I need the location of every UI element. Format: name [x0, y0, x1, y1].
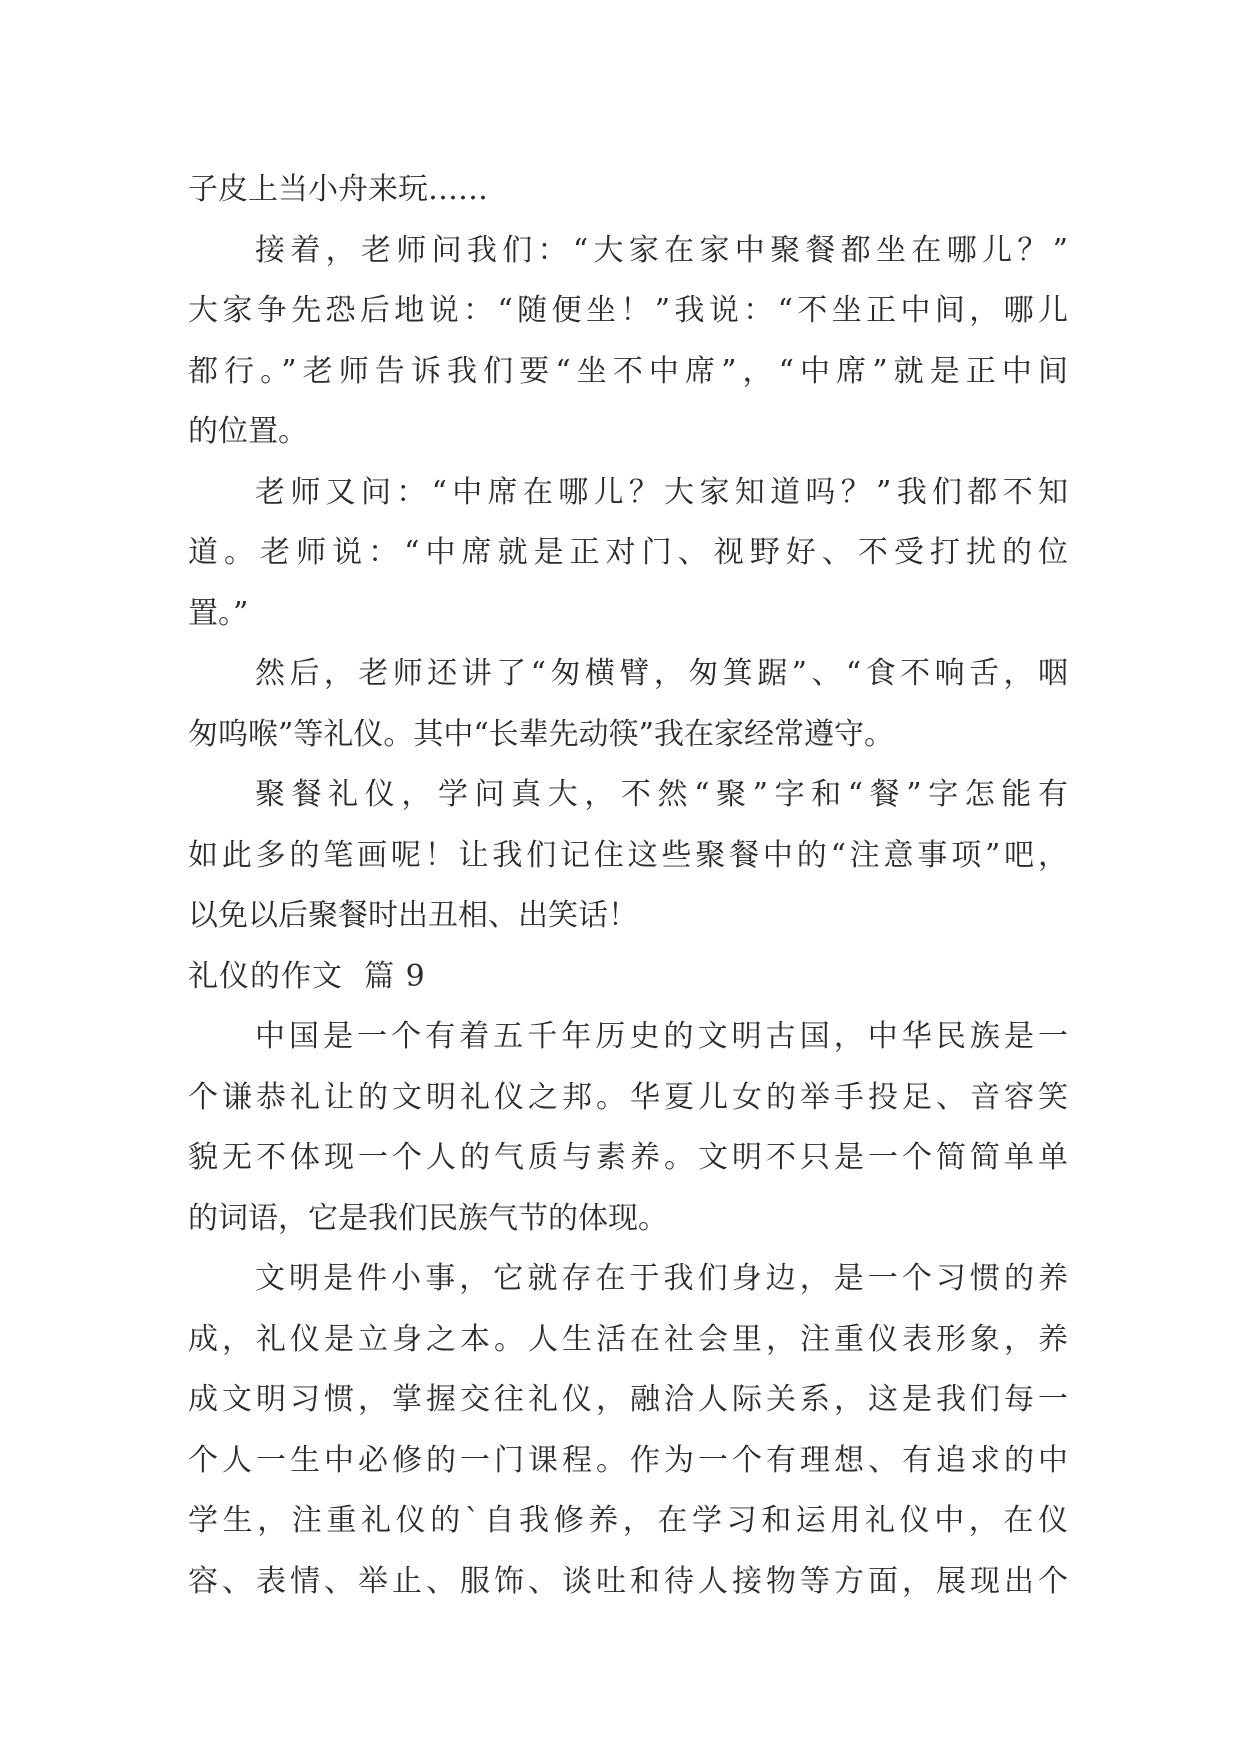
- text-line: 然后，老师还讲了“匆横臂，匆箕踞”、“食不响舌，咽: [255, 656, 1068, 691]
- text-line: 子皮上当小舟来玩……: [188, 172, 488, 207]
- text-line: 接着，老师问我们：“大家在家中聚餐都坐在哪儿？”: [255, 232, 1068, 268]
- text-line: 的词语，它是我们民族气节的体现。: [188, 1200, 668, 1236]
- text-line: 个谦恭礼让的文明礼仪之邦。华夏儿女的举手投足、音容笑: [188, 1079, 1068, 1115]
- section-heading: 礼仪的作文 篇 9: [188, 958, 426, 994]
- text-line: 容、表情、举止、服饰、谈吐和待人接物等方面，展现出个: [188, 1563, 1068, 1599]
- text-line: 匆呜喉”等礼仪。其中“长辈先动筷”我在家经常遵守。: [188, 716, 895, 752]
- text-line: 置。”: [188, 595, 249, 631]
- document-body: [188, 160, 1068, 1612]
- text-line: 的位置。: [188, 414, 308, 449]
- text-line: 老师又问：“中席在哪儿？大家知道吗？”我们都不知: [255, 474, 1068, 510]
- text-line: 个人一生中必修的一门课程。作为一个有理想、有追求的中: [188, 1442, 1068, 1478]
- text-line: 聚餐礼仪，学问真大，不然“聚”字和“餐”字怎能有: [255, 777, 1068, 812]
- text-line: 中国是一个有着五千年历史的文明古国，中华民族是一: [255, 1019, 1068, 1054]
- text-line: 学生，注重礼仪的`自我修养，在学习和运用礼仪中，在仪: [188, 1503, 1068, 1538]
- text-line: 以免以后聚餐时出丑相、出笑话！: [188, 898, 638, 933]
- text-line: 道。老师说：“中席就是正对门、视野好、不受打扰的位: [188, 535, 1068, 570]
- text-line: 都行。”老师告诉我们要“坐不中席”，“中席”就是正中间: [188, 353, 1068, 389]
- text-line: 文明是件小事，它就存在于我们身边，是一个习惯的养: [255, 1261, 1068, 1296]
- text-line: 貌无不体现一个人的气质与素养。文明不只是一个简简单单: [188, 1140, 1068, 1175]
- text-line: 大家争先恐后地说：“随便坐！”我说：“不坐正中间，哪儿: [188, 293, 1068, 328]
- text-line: 成文明习惯，掌握交往礼仪，融洽人际关系，这是我们每一: [188, 1382, 1068, 1417]
- text-line: 成，礼仪是立身之本。人生活在社会里，注重仪表形象，养: [188, 1321, 1068, 1357]
- text-line: 如此多的笔画呢！让我们记住这些聚餐中的“注意事项”吧，: [188, 837, 1068, 873]
